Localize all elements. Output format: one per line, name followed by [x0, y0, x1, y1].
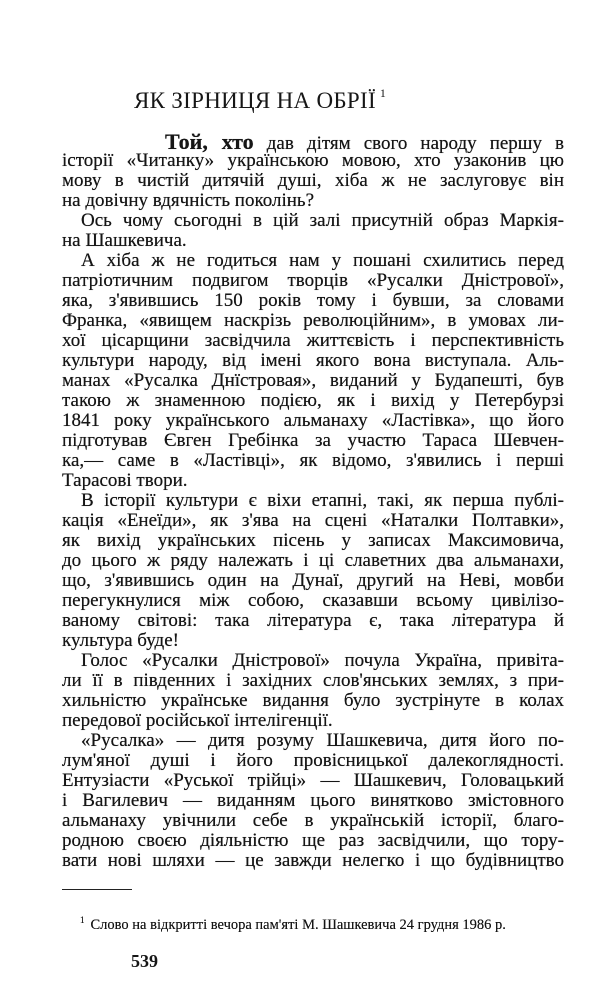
text-line: [62, 171, 564, 191]
line-text: мову в чистій дитячій душі, хіба ж не заслуговує він: [62, 170, 564, 191]
line-text: яка, з'явившись 150 років тому і бувши, за словами: [62, 290, 564, 311]
text-line: [62, 611, 564, 631]
line-text: передової російської інтелігенції.: [62, 710, 333, 731]
line-text: Тарасові твори.: [62, 470, 188, 491]
line-text: патріотичним подвигом творців «Русалки Дністрової»,: [62, 270, 564, 291]
lead-words: Той, хто: [165, 129, 254, 154]
line-text: до цього ж ряду належать і ці славетних два альманахи,: [62, 550, 564, 571]
line-text: підготував Євген Гребінка за участю Тараса Шевчен-: [62, 430, 564, 451]
chapter-title: [134, 88, 386, 114]
text-line: [62, 511, 564, 531]
text-line: [62, 371, 564, 391]
text-line: [62, 831, 564, 851]
footnote-mark: 1: [379, 86, 387, 100]
text-line: [62, 591, 564, 611]
text-line: [62, 151, 564, 171]
text-line: [62, 711, 564, 731]
line-text: дав дітям свого народу першу в: [266, 133, 564, 154]
line-text: ваному світові: така література є, така література й: [62, 610, 564, 631]
line-text: на Шашкевича.: [62, 230, 187, 251]
line-text: Голос «Русалки Дністрової» почула Україна, привіта-: [81, 650, 564, 671]
line-text: кація «Енеїди», як з'ява на сцені «Наталки Полтавки»,: [62, 510, 564, 531]
line-text: такою ж знаменною подією, як і вихід у Петербурзі: [62, 390, 564, 411]
line-text: культури народу, від імені якого вона виступала. Аль-: [62, 350, 564, 371]
text-line: [62, 751, 564, 771]
text-line: [62, 651, 564, 671]
line-text: вати нові шляхи — це завжди нелегко і що будівництво: [62, 850, 564, 871]
line-text: перегукнулися між собою, сказавши всьому цивілізо-: [62, 590, 564, 611]
line-text: альманаху увічнили себе в українській історії, благо-: [62, 810, 564, 831]
text-line: [62, 691, 564, 711]
line-text: 1841 року українського альманаху «Ластівка», що його: [62, 410, 564, 431]
line-text: «Русалка» — дитя розуму Шашкевича, дитя його по-: [81, 730, 564, 751]
text-line: [62, 431, 564, 451]
line-text: А хіба ж не годиться нам у пошані схилитись перед: [81, 250, 564, 271]
line-text: манах «Русалка Днїстровая», виданий у Будапешті, був: [62, 370, 564, 391]
text-line: [62, 451, 564, 471]
line-text: родною своєю діяльністю ще раз засвідчили, що тору-: [62, 830, 564, 851]
text-line: [62, 491, 564, 511]
text-line: [62, 671, 564, 691]
page-number: 539: [131, 951, 158, 971]
text-line: [62, 311, 564, 331]
text-line: [62, 851, 564, 871]
text-line: [62, 531, 564, 551]
line-text: і Вагилевич — виданням цього винятково змістовного: [62, 790, 564, 811]
line-text: Ентузіасти «Руської трійці» — Шашкевич, Головацький: [62, 770, 564, 791]
text-line: [62, 731, 564, 751]
line-text: культура буде!: [62, 630, 179, 651]
footnote: [80, 911, 506, 934]
chapter-title-text: ЯК ЗІРНИЦЯ НА ОБРІЇ: [134, 88, 376, 113]
line-text: що, з'явившись один на Дунаї, другий на Неві, мовби: [62, 570, 564, 591]
line-text: ли її в південних і західних слов'янських землях, з при-: [62, 670, 564, 691]
text-line: [62, 231, 564, 251]
text-line: [62, 471, 564, 491]
line-text: історії «Читанку» українською мовою, хто узаконив цю: [62, 150, 564, 171]
line-text: Франка, «явищем наскрізь революційним», в умовах ли-: [62, 310, 564, 331]
text-line: [62, 271, 564, 291]
text-line: [62, 551, 564, 571]
line-text: як вихід українських пісень у записах Максимовича,: [62, 530, 564, 551]
text-line: [62, 411, 564, 431]
text-line: [62, 631, 564, 651]
line-text: В історії культури є віхи етапні, такі, як перша публі-: [81, 490, 564, 511]
text-line: [62, 291, 564, 311]
text-line: [62, 391, 564, 411]
text-line: [62, 251, 564, 271]
text-line: [62, 791, 564, 811]
line-text: Ось чому сьогодні в цій залі присутній образ Маркія-: [81, 210, 564, 231]
text-line: [62, 129, 564, 154]
text-line: [62, 191, 564, 211]
footnote-divider: [62, 889, 132, 890]
text-line: [62, 771, 564, 791]
line-text: лум'яної душі і його провісницької далекоглядності.: [62, 750, 564, 771]
footnote-number: 1: [80, 915, 85, 925]
line-text: хильністю українське видання було зустрінуте в колах: [62, 690, 564, 711]
text-line: [62, 331, 564, 351]
text-line: [62, 571, 564, 591]
line-text: хої цісарщини засвідчила життєвість і перспективність: [62, 330, 564, 351]
text-line: [62, 351, 564, 371]
body-text: [62, 131, 564, 871]
line-text: ка,— саме в «Ластівці», як відомо, з'явились і перші: [62, 450, 564, 471]
text-line: [62, 811, 564, 831]
line-text: на довічну вдячність поколінь?: [62, 190, 315, 211]
footnote-text: Слово на відкритті вечора пам'яті М. Шашкевича 24 грудня 1986 р.: [90, 916, 506, 933]
text-line: [62, 211, 564, 231]
